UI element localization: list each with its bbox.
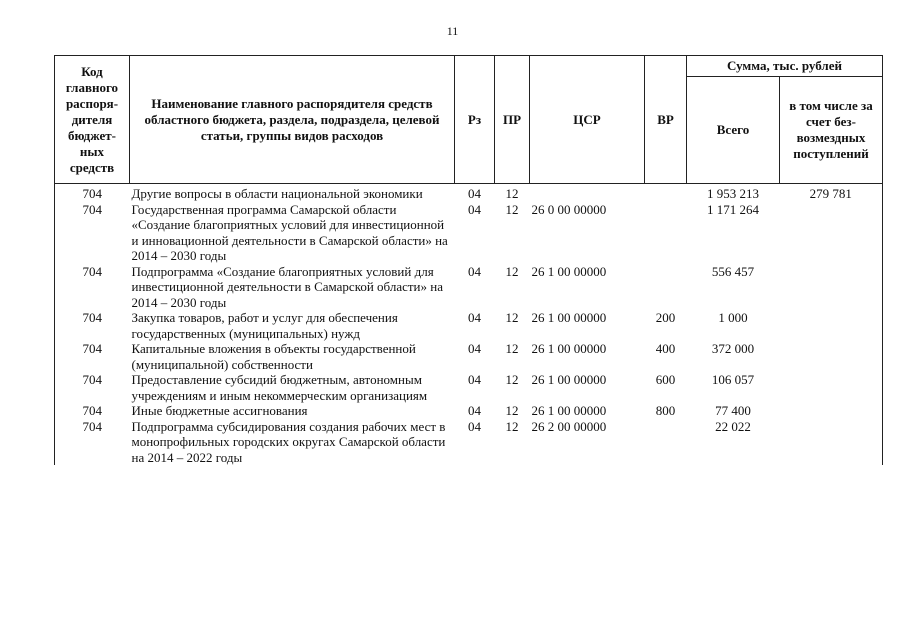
page-number: 11: [446, 24, 459, 38]
cell-code: 704: [55, 310, 130, 341]
cell-vr: [645, 264, 687, 311]
header-code: Код главного распоря-дителя бюджет-ных средств: [55, 56, 130, 184]
cell-csr: 26 1 00 00000: [531, 372, 607, 387]
cell-rz: 04: [468, 341, 481, 356]
table-row: [55, 184, 883, 202]
cell-code: 704: [55, 341, 130, 372]
cell-pr: 12: [505, 201, 519, 217]
cell-free: [780, 310, 883, 341]
table-row: [55, 202, 883, 264]
header-sum-group: Сумма, тыс. рублей: [687, 56, 883, 77]
budget-table: [54, 55, 883, 465]
table-row: [55, 419, 883, 466]
cell-pr: 12: [505, 263, 519, 279]
cell-pr: 12: [505, 186, 519, 201]
cell-pr: 12: [505, 341, 519, 356]
cell-csr: 26 2 00 00000: [531, 418, 607, 434]
cell-free: [780, 202, 883, 264]
cell-rz: 04: [468, 263, 481, 279]
cell-rz: 04: [468, 372, 481, 387]
cell-name: Закупка товаров, работ и услуг для обеспечения государственных (муниципальных) нужд: [131, 310, 398, 341]
cell-vr: 400: [655, 341, 676, 356]
cell-total: 556 457: [711, 263, 755, 279]
cell-total: 106 057: [711, 372, 755, 387]
cell-total: 372 000: [711, 341, 755, 356]
cell-vr: [645, 184, 687, 202]
header-name: Наименование главного распорядителя средств областного бюджета, раздела, подраздела, целевой статьи, группы видов расходов: [130, 56, 455, 184]
cell-code: 704: [55, 403, 130, 419]
cell-name: Подпрограмма «Создание благоприятных условий для инвестиционной деятельности в Самарской области» на 2014 – 2030 годы: [131, 263, 443, 310]
cell-total: 1 953 213: [707, 186, 759, 201]
cell-pr: 12: [505, 418, 519, 434]
cell-pr: 12: [505, 403, 519, 418]
table-row: [55, 264, 883, 311]
cell-total: 1 000: [718, 310, 748, 325]
cell-pr: 12: [505, 310, 519, 325]
cell-code: 704: [55, 264, 130, 311]
table-row: [55, 341, 883, 372]
cell-code: 704: [55, 372, 130, 403]
cell-code: 704: [55, 184, 130, 202]
header-row-1: [55, 56, 883, 77]
cell-rz: 04: [468, 418, 481, 434]
cell-code: 704: [55, 202, 130, 264]
cell-free: [780, 419, 883, 466]
header-pr: ПР: [495, 56, 530, 184]
header-vr: ВР: [645, 56, 687, 184]
cell-free: [780, 403, 883, 419]
cell-vr: 200: [655, 310, 676, 325]
header-rz: Рз: [455, 56, 495, 184]
cell-csr: 26 0 00 00000: [531, 201, 607, 217]
cell-free: [780, 341, 883, 372]
cell-total: 77 400: [715, 403, 751, 418]
cell-total: 22 022: [715, 418, 751, 434]
cell-name: Другие вопросы в области национальной экономики: [131, 186, 423, 201]
header-csr: ЦСР: [530, 56, 645, 184]
cell-total: 1 171 264: [707, 201, 759, 217]
cell-code: 704: [55, 419, 130, 466]
cell-name: Иные бюджетные ассигнования: [131, 403, 308, 418]
cell-free: 279 781: [780, 184, 883, 202]
cell-vr: [645, 419, 687, 466]
header-total: Всего: [687, 77, 780, 184]
cell-vr: 800: [655, 403, 676, 418]
cell-csr: 26 1 00 00000: [531, 263, 607, 279]
cell-rz: 04: [468, 186, 481, 201]
table-row: [55, 310, 883, 341]
cell-csr: 26 1 00 00000: [531, 310, 607, 325]
table-row: [55, 372, 883, 403]
cell-rz: 04: [468, 403, 481, 418]
cell-name: Подпрограмма субсидирования создания рабочих мест в монопрофильных городских округах Самарской области на 2014 – 2022 годы: [131, 418, 446, 465]
cell-csr: [530, 184, 645, 202]
table-row: [55, 403, 883, 419]
cell-pr: 12: [505, 372, 519, 387]
cell-name: Государственная программа Самарской области «Создание благоприятных условий для инвестиционной и инновационной деятельности в Самарской области» на 2014 – 2030 годы: [131, 201, 448, 263]
cell-rz: 04: [468, 310, 481, 325]
cell-csr: 26 1 00 00000: [531, 403, 607, 418]
cell-free: [780, 264, 883, 311]
cell-name: Предоставление субсидий бюджетным, автономным учреждениям и иным некоммерческим организациям: [131, 372, 428, 403]
cell-name: Капитальные вложения в объекты государственной (муниципальной) собственности: [131, 341, 416, 372]
cell-vr: 600: [655, 372, 676, 387]
cell-csr: 26 1 00 00000: [531, 341, 607, 356]
cell-vr: [645, 202, 687, 264]
header-free: в том числе за счет без-возмездных поступлений: [780, 77, 883, 184]
cell-free: [780, 372, 883, 403]
cell-rz: 04: [468, 201, 481, 217]
